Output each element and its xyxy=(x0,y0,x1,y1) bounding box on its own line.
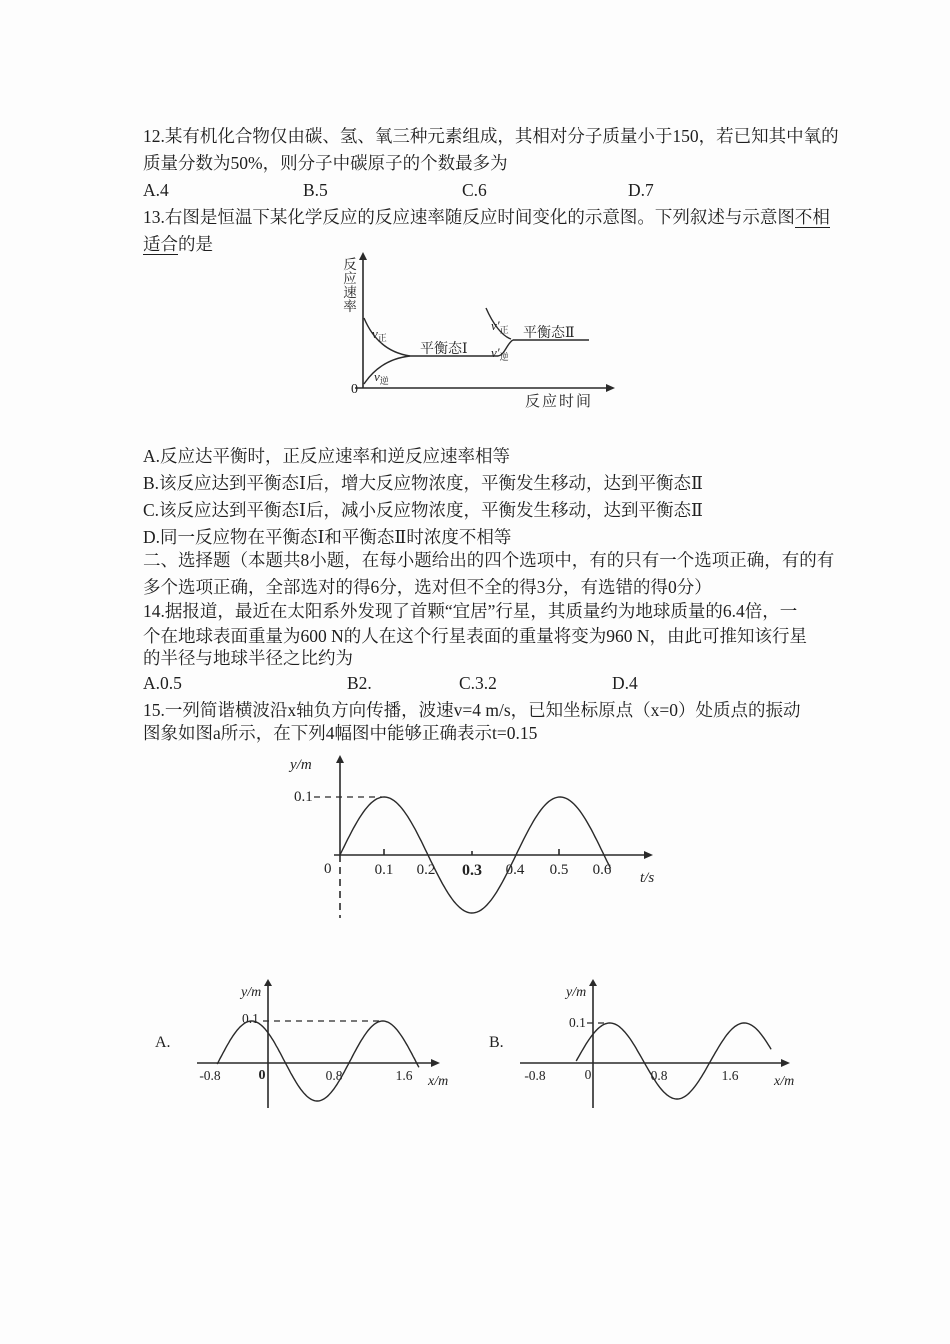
q13-underline-part1: 不相 xyxy=(794,207,830,227)
figa-ticklabel-03: 0.3 xyxy=(462,862,482,879)
section2-line-1: 二、选择题（本题共8小题，在每小题给出的四个选项中，有的只有一个选项正确，有的有 xyxy=(143,550,835,570)
rate-y-axis-arrow xyxy=(359,252,367,260)
figure-a-vibration-graph xyxy=(280,753,680,927)
forward-rate-curve xyxy=(364,318,410,356)
rate-y-label-char2: 应 xyxy=(343,271,357,286)
q12-option-c: C.6 xyxy=(462,180,487,200)
q15-line-1: 15.一列简谐横波沿x轴负方向传播，波速v=4 m/s，已知坐标原点（x=0）处质点的振动 xyxy=(143,700,801,720)
graphB-ticklabel-neg08: -0.8 xyxy=(524,1068,546,1083)
rate-y-label-char4: 率 xyxy=(343,299,357,314)
rate-y-label-char1: 反 xyxy=(343,257,357,272)
graphB-wave-curve xyxy=(576,1023,771,1099)
q12-line-2: 质量分数为50%，则分子中碳原子的个数最多为 xyxy=(143,153,508,173)
option-A-wave-graph xyxy=(145,976,455,1118)
q12-option-d: D.7 xyxy=(628,180,654,200)
option-B-wave-graph xyxy=(487,976,799,1118)
graphA-amp-label: 0.1 xyxy=(242,1011,259,1026)
q12-option-a: A.4 xyxy=(143,180,169,200)
rate-y-label-char3: 速 xyxy=(343,285,357,300)
figa-ticklabel-04: 0.4 xyxy=(505,862,525,878)
graphB-amp-label: 0.1 xyxy=(569,1015,586,1030)
q13-line2-text: 的是 xyxy=(178,234,213,254)
graphB-ticklabel-0: 0 xyxy=(584,1067,592,1082)
q13-line-2 xyxy=(143,231,213,258)
q14-line-2: 个在地球表面重量为600 N的人在这个行星表面的重量将变为960 N，由此可推知该行星 xyxy=(143,626,808,646)
figa-amp-label: 0.1 xyxy=(294,789,313,805)
q13-option-a: A.反应达平衡时，正反应速率和逆反应速率相等 xyxy=(143,446,511,466)
graphA-y-axis-arrow xyxy=(264,979,272,986)
q14-line-3: 的半径与地球半径之比约为 xyxy=(143,648,353,668)
graphB-x-label: x/m xyxy=(774,1074,795,1089)
figa-ticklabel-01: 0.1 xyxy=(374,862,394,878)
q14-option-b: B2. xyxy=(347,673,372,693)
graphB-x-axis-arrow xyxy=(781,1059,790,1067)
figa-origin-label: 0 xyxy=(324,861,332,877)
q14-option-d: D.4 xyxy=(612,673,638,693)
panel-A-label: A. xyxy=(155,1034,171,1051)
q12-option-b: B.5 xyxy=(303,180,328,200)
graphB-y-axis-arrow xyxy=(589,979,597,986)
q13-underline-part2: 适合 xyxy=(143,234,178,254)
q13-line1-text: 13.右图是恒温下某化学反应的反应速率随反应时间变化的示意图。下列叙述与示意图 xyxy=(143,207,795,227)
figa-y-label: y/m xyxy=(290,757,312,773)
v-reverse2-label: $v'_逆$ xyxy=(491,345,509,362)
graphB-ticklabel-08: 0.8 xyxy=(650,1068,668,1083)
v-reverse-label: $v_逆$ xyxy=(374,369,389,386)
q13-option-b: B.该反应达到平衡态Ⅰ后，增大反应物浓度，平衡发生移动，达到平衡态Ⅱ xyxy=(143,473,703,493)
figa-x-axis-arrow xyxy=(644,851,653,859)
v-forward2-label: $v'_正$ xyxy=(491,318,509,335)
equilibrium1-label: 平衡态Ⅰ xyxy=(420,342,468,357)
q15-line-2: 图象如图a所示，在下列4幅图中能够正确表示t=0.15 xyxy=(143,723,538,743)
section2-line-2: 多个选项正确，全部选对的得6分，选对但不全的得3分，有选错的得0分） xyxy=(143,577,712,597)
q13-option-c: C.该反应达到平衡态Ⅰ后，减小反应物浓度，平衡发生移动，达到平衡态Ⅱ xyxy=(143,500,703,520)
graphA-wave-curve xyxy=(217,1021,419,1101)
q12-line-1: 12.某有机化合物仅由碳、氢、氧三种元素组成，其相对分子质量小于150，若已知其中氧的 xyxy=(143,126,839,146)
equilibrium2-label: 平衡态Ⅱ xyxy=(523,326,575,341)
figa-x-label: t/s xyxy=(640,870,655,886)
q14-option-c: C.3.2 xyxy=(459,673,497,693)
graphA-ticklabel-08: 0.8 xyxy=(325,1068,343,1083)
q14-line-1: 14.据报道，最近在太阳系外发现了首颗“宜居”行星，其质量约为地球质量的6.4倍，一 xyxy=(143,601,798,621)
figa-ticklabel-06: 0.6 xyxy=(592,862,612,878)
graphB-ticklabel-16: 1.6 xyxy=(721,1068,739,1083)
figa-ticklabel-05: 0.5 xyxy=(549,862,569,878)
q13-option-d: D.同一反应物在平衡态Ⅰ和平衡态Ⅱ时浓度不相等 xyxy=(143,527,512,547)
reaction-rate-diagram xyxy=(330,250,630,414)
graphA-ticklabel-0: 0 xyxy=(258,1068,266,1083)
q13-line-1 xyxy=(143,204,830,231)
graphB-y-label: y/m xyxy=(566,985,587,1000)
graphA-x-axis-arrow xyxy=(431,1059,440,1067)
rate-x-axis-arrow xyxy=(606,384,615,392)
graphA-y-label: y/m xyxy=(241,985,262,1000)
q14-option-a: A.0.5 xyxy=(143,673,182,693)
rate-origin-label: 0 xyxy=(351,382,358,397)
panel-B-label: B. xyxy=(489,1034,504,1051)
rate-x-label: 反应时间 xyxy=(525,394,594,410)
v-forward-label: $v_正$ xyxy=(372,326,387,343)
graphA-ticklabel-16: 1.6 xyxy=(395,1068,413,1083)
graphA-x-label: x/m xyxy=(428,1074,449,1089)
graphA-ticklabel-neg08: -0.8 xyxy=(199,1068,221,1083)
figa-ticklabel-02: 0.2 xyxy=(416,862,436,878)
figa-y-axis-arrow xyxy=(336,755,344,763)
